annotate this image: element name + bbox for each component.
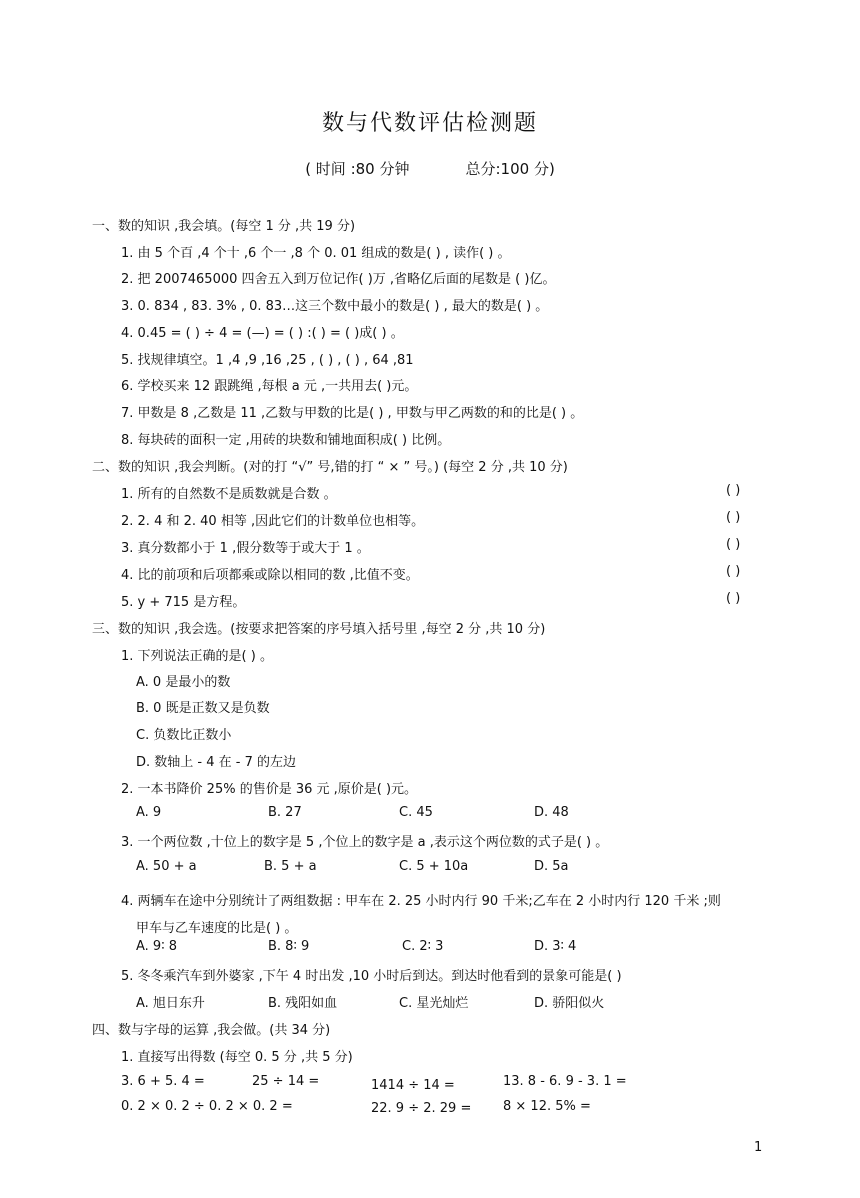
- choice-q3-option-a: A. 50 + a: [136, 859, 197, 874]
- exam-info: [0, 158, 860, 179]
- judge-answer-2: ( ): [726, 510, 741, 525]
- calc-item-3: 1414 ÷ 14 =: [371, 1078, 455, 1093]
- judge-item-4: 4. 比的前项和后项都乘或除以相同的数 ,比值不变。: [121, 568, 419, 583]
- judge-answer-3: ( ): [726, 537, 741, 552]
- choice-q2-option-c: C. 45: [399, 805, 433, 820]
- calc-item-2: 25 ÷ 14 =: [252, 1074, 320, 1089]
- exam-total-score: 总分:100 分): [465, 160, 555, 178]
- question-1-6: 6. 学校买来 12 跟跳绳 ,每根 a 元 ,一共用去( )元。: [121, 379, 418, 394]
- choice-q2-stem: 2. 一本书降价 25% 的售价是 36 元 ,原价是( )元。: [121, 782, 418, 797]
- question-1-7: 7. 甲数是 8 ,乙数是 11 ,乙数与甲数的比是( ) , 甲数与甲乙两数的和的比是( ) 。: [121, 406, 584, 421]
- question-1-5: 5. 找规律填空。1 ,4 ,9 ,16 ,25 , ( ) , ( ) , 64 ,81: [121, 353, 414, 368]
- section-4-heading: 四、数与字母的运算 ,我会做。(共 34 分): [92, 1023, 331, 1038]
- choice-q1-option-d: D. 数轴上 - 4 在 - 7 的左边: [136, 755, 296, 770]
- choice-q3-option-c: C. 5 + 10a: [399, 859, 469, 874]
- choice-q1-option-b: B. 0 既是正数又是负数: [136, 701, 270, 716]
- choice-q2-option-d: D. 48: [534, 805, 569, 820]
- choice-q1-stem: 1. 下列说法正确的是( ) 。: [121, 649, 273, 664]
- judge-item-2: 2. 2. 4 和 2. 40 相等 ,因此它们的计数单位也相等。: [121, 514, 425, 529]
- choice-q4-option-d: D. 3∶ 4: [534, 939, 577, 954]
- section-1-heading: 一、数的知识 ,我会填。(每空 1 分 ,共 19 分): [92, 219, 356, 234]
- section-3-heading: 三、数的知识 ,我会选。(按要求把答案的序号填入括号里 ,每空 2 分 ,共 10 分): [92, 622, 546, 637]
- calc-item-1: 3. 6 + 5. 4 =: [121, 1074, 205, 1089]
- question-1-8: 8. 每块砖的面积一定 ,用砖的块数和铺地面积成( ) 比例。: [121, 433, 451, 448]
- choice-q4-stem-line2: 甲车与乙车速度的比是( ) 。: [136, 921, 298, 936]
- question-1-3: 3. 0. 834 , 83. 3% , 0. 83…这三个数中最小的数是( ) , 最大的数是( ) 。: [121, 299, 549, 314]
- choice-q1-option-a: A. 0 是最小的数: [136, 675, 231, 690]
- choice-q1-option-c: C. 负数比正数小: [136, 728, 232, 743]
- calc-item-6: 22. 9 ÷ 2. 29 =: [371, 1101, 472, 1116]
- judge-answer-1: ( ): [726, 483, 741, 498]
- choice-q4-option-a: A. 9∶ 8: [136, 939, 177, 954]
- choice-q4-option-c: C. 2∶ 3: [402, 939, 444, 954]
- choice-q4-stem-line1: 4. 两辆车在途中分别统计了两组数据 : 甲车在 2. 25 小时内行 90 千米;乙车在 2 小时内行 120 千米 ;则: [121, 894, 721, 909]
- choice-q5-option-c: C. 星光灿烂: [399, 996, 469, 1011]
- question-1-1: 1. 由 5 个百 ,4 个十 ,6 个一 ,8 个 0. 01 组成的数是( ) , 读作( ) 。: [121, 246, 511, 261]
- section-2-heading: 二、数的知识 ,我会判断。(对的打 “√” 号,错的打 “ × ” 号。) (每空 2 分 ,共 10 分): [92, 460, 568, 475]
- choice-q5-option-d: D. 骄阳似火: [534, 996, 605, 1011]
- page-title: 数与代数评估检测题: [321, 111, 538, 136]
- choice-q4-option-b: B. 8∶ 9: [268, 939, 310, 954]
- calc-item-5: 0. 2 × 0. 2 ÷ 0. 2 × 0. 2 =: [121, 1099, 293, 1114]
- calc-item-7: 8 × 12. 5% =: [503, 1099, 591, 1114]
- judge-item-3: 3. 真分数都小于 1 ,假分数等于或大于 1 。: [121, 541, 370, 556]
- choice-q5-stem: 5. 冬冬乘汽车到外婆家 ,下午 4 时出发 ,10 小时后到达。到达时他看到的景象可能是( ): [121, 969, 622, 984]
- choice-q2-option-b: B. 27: [268, 805, 302, 820]
- question-1-2: 2. 把 2007465000 四舍五入到万位记作( )万 ,省略亿后面的尾数是 ( )亿。: [121, 272, 556, 287]
- question-1-4: 4. 0.45 = ( ) ÷ 4 = (—) = ( ) :( ) = ( )成( ) 。: [121, 326, 404, 341]
- choice-q5-option-b: B. 残阳如血: [268, 996, 338, 1011]
- choice-q5-option-a: A. 旭日东升: [136, 996, 205, 1011]
- choice-q2-option-a: A. 9: [136, 805, 162, 820]
- judge-answer-4: ( ): [726, 564, 741, 579]
- page-number: 1: [754, 1140, 763, 1155]
- calc-q1-stem: 1. 直接写出得数 (每空 0. 5 分 ,共 5 分): [121, 1050, 353, 1065]
- choice-q3-option-d: D. 5a: [534, 859, 569, 874]
- judge-answer-5: ( ): [726, 591, 741, 606]
- calc-item-4: 13. 8 - 6. 9 - 3. 1 =: [503, 1074, 627, 1089]
- choice-q3-stem: 3. 一个两位数 ,十位上的数字是 5 ,个位上的数字是 a ,表示这个两位数的式子是( ) 。: [121, 835, 609, 850]
- judge-item-1: 1. 所有的自然数不是质数就是合数 。: [121, 487, 337, 502]
- exam-time: ( 时间 :80 分钟: [305, 160, 410, 178]
- judge-item-5: 5. y + 715 是方程。: [121, 595, 246, 610]
- choice-q3-option-b: B. 5 + a: [264, 859, 317, 874]
